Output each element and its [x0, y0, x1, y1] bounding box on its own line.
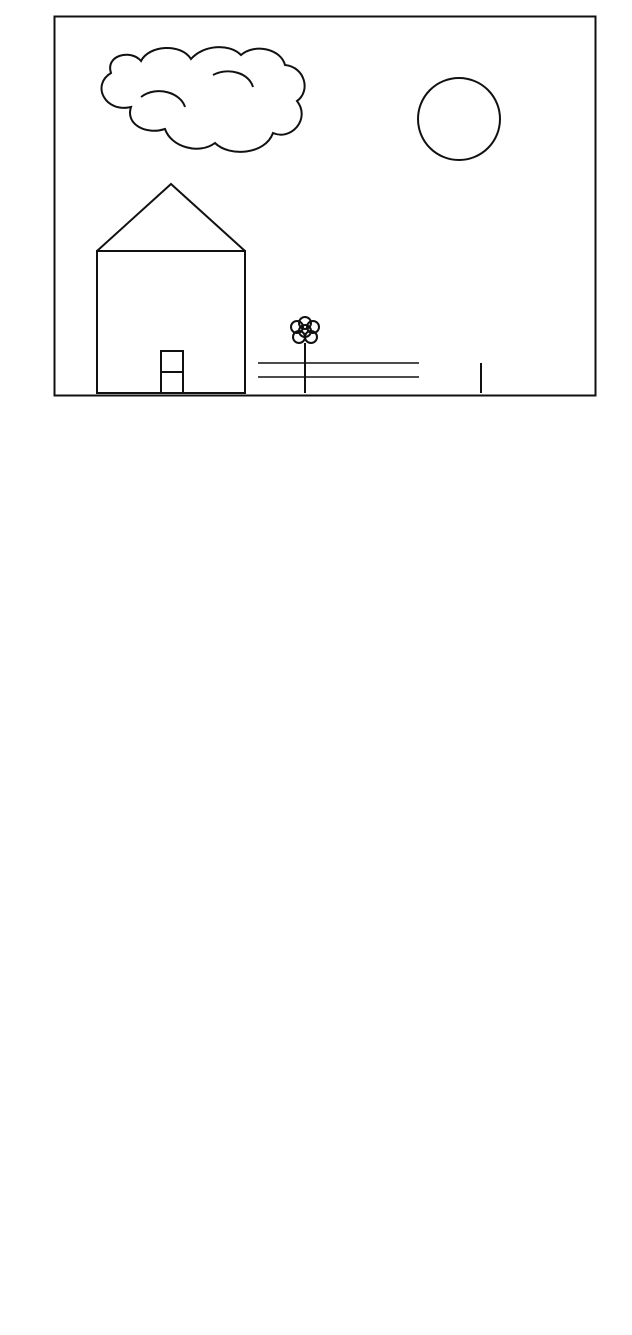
figure-frame	[55, 17, 596, 396]
text-line	[20, 1142, 628, 1166]
text-line	[20, 706, 628, 730]
sun	[418, 78, 500, 160]
cloud	[102, 47, 305, 152]
text-line	[20, 1214, 628, 1238]
text-line	[20, 1069, 628, 1093]
flower	[291, 317, 319, 393]
text-line	[20, 634, 628, 658]
text-line	[20, 844, 628, 868]
text-line	[20, 990, 628, 1014]
merkur-drawing	[53, 15, 597, 397]
text-line	[20, 488, 628, 512]
figure-6	[53, 15, 597, 397]
text-line	[20, 1287, 628, 1311]
sun-disc	[418, 78, 500, 160]
closing-text	[20, 796, 628, 1038]
merkur-building	[97, 184, 245, 393]
building-door	[161, 351, 183, 393]
text-line	[20, 917, 628, 941]
fence	[258, 363, 419, 377]
text-line	[20, 561, 628, 585]
